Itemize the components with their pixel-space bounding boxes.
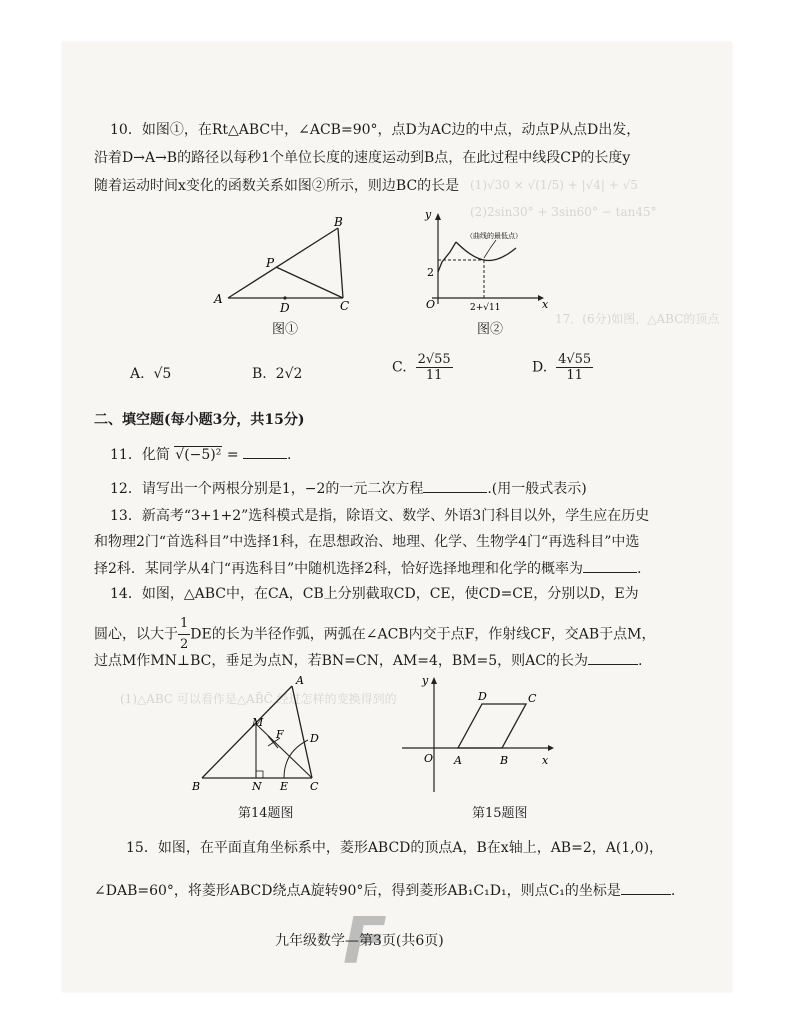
section-title: 二、填空题(每小题3分，共15分) — [94, 412, 305, 428]
q15-point-b-label: B — [500, 754, 509, 767]
option-a-value: √5 — [153, 366, 172, 382]
fig2-y-value-label: 2 — [427, 266, 434, 279]
q15-origin-label: O — [424, 752, 434, 765]
q14-point-f-label: F — [276, 728, 284, 741]
q13-answer-blank[interactable] — [583, 558, 637, 573]
q13-line1: 13．新高考“3+1+2”选科模式是指，除语文、数学、外语3门科目以外，学生应在历史 — [110, 508, 650, 524]
q14-figure-label: 第14题图 — [238, 806, 294, 821]
q14-half-fraction — [178, 614, 190, 655]
bleed-through-text: (2)2sin30° + 3sin60° − tan45° — [470, 205, 657, 219]
q14-answer-blank[interactable] — [588, 650, 638, 665]
option-d[interactable] — [532, 352, 593, 383]
q12-text: 12．请写出一个两根分别是1，−2的一元二次方程 — [110, 481, 424, 497]
q14-line3-text: 过点M作MN⊥BC，垂足为点N，若BN=CN，AM=4，BM=5，则AC的长为 — [94, 653, 588, 669]
q15-end: . — [670, 883, 676, 899]
fig2-note-label: （曲线的最低点） — [466, 232, 522, 240]
q15-point-a-label: A — [454, 754, 462, 767]
bleed-through-text: (1)△ABC 可以看作是△AB̄C̄ 经过怎样的变换得到的 — [120, 692, 397, 706]
option-c-numerator: 2√55 — [417, 352, 451, 367]
q11-end: . — [287, 447, 292, 463]
option-d-label: D. — [532, 359, 548, 376]
q12 — [110, 478, 587, 499]
q14-point-d-label: D — [310, 732, 319, 745]
option-c-denominator: 11 — [425, 368, 443, 383]
q14-line2 — [94, 614, 655, 655]
q11-prefix: 11．化简 — [110, 447, 170, 463]
q15-answer-blank[interactable] — [621, 880, 671, 895]
option-a-label: A. — [130, 366, 145, 382]
q15-line2-text: ∠DAB=60°，将菱形ABCD绕点A旋转90°后，得到菱形AB₁C₁D₁，则点C₁的坐标是 — [94, 883, 621, 899]
fig2-origin-label: O — [426, 298, 436, 311]
q13-line2: 和物理2门“首选科目”中选择1科，在思想政治、地理、化学、生物学4门“再选科目”中选 — [94, 534, 640, 550]
q15-line2 — [94, 880, 675, 901]
q15-figure — [398, 674, 558, 794]
q10-figure-2-label: 图② — [477, 322, 504, 337]
watermark-logo: F — [343, 905, 387, 979]
q15-y-axis-label: y — [422, 674, 429, 687]
option-d-fraction — [556, 352, 593, 383]
q10-figure-2 — [420, 208, 550, 318]
q14-end: . — [638, 653, 643, 669]
fig2-y-axis-label: y — [425, 208, 432, 221]
option-d-denominator: 11 — [566, 368, 583, 383]
point-d-label: D — [280, 301, 290, 315]
q11 — [110, 444, 291, 465]
q14-point-e-label: E — [280, 780, 289, 793]
option-a[interactable] — [130, 366, 171, 382]
q10-line3: 随着运动时间x变化的函数关系如图②所示，则边BC的长是 — [94, 178, 460, 194]
q14-line2-suffix: DE的长为半径作弧，两弧在∠ACB内交于点F，作射线CF，交AB于点M， — [190, 626, 656, 643]
q15-point-d-label: D — [478, 690, 487, 703]
bleed-through-text: (1)√30 × √(1/5) + |√4| + √5 — [470, 178, 638, 192]
q10-line1: 10．如图①，在Rt△ABC中，∠ACB=90°，点D为AC边的中点，动点P从点D出发， — [110, 122, 641, 138]
q11-equals: = — [226, 447, 239, 463]
q14-figure — [188, 674, 338, 794]
fig2-x-axis-label: x — [542, 298, 549, 311]
q13-end: . — [637, 561, 642, 577]
q10-line2: 沿着D→A→B的路径以每秒1个单位长度的速度运动到B点，在此过程中线段CP的长度y — [94, 150, 631, 166]
q12-answer-blank[interactable] — [423, 478, 487, 493]
point-b-label: B — [334, 215, 343, 229]
q14-half-denominator: 2 — [180, 637, 189, 652]
page-footer: 九年级数学—第3页(共6页) — [275, 933, 444, 949]
option-d-numerator: 4√55 — [558, 352, 592, 367]
q14-point-m-label: M — [252, 716, 264, 729]
q12-end: .(用一般式表示) — [487, 481, 587, 497]
point-c-label: C — [340, 299, 350, 313]
q15-figure-label: 第15题图 — [472, 806, 528, 821]
point-p-label: P — [266, 256, 275, 270]
q10-figure-1 — [200, 210, 370, 320]
q13-line3 — [94, 558, 642, 579]
q14-line2-prefix: 圆心，以大于 — [94, 626, 178, 643]
option-b-label: B. — [252, 366, 267, 382]
q14-line3 — [94, 650, 642, 671]
q14-half-numerator: 1 — [178, 614, 190, 635]
q10-figure-1-label: 图① — [272, 322, 299, 337]
q13-line3-text: 择2科．某同学从4门“再选科目”中随机选择2科，恰好选择地理和化学的概率为 — [94, 561, 584, 577]
option-c[interactable] — [392, 352, 453, 383]
option-b-value: 2√2 — [275, 366, 303, 382]
q15-x-axis-label: x — [542, 754, 549, 767]
q14-point-c-label: C — [310, 780, 319, 793]
q11-answer-blank[interactable] — [243, 444, 287, 459]
q14-line1: 14．如图，△ABC中，在CA，CB上分别截取CD，CE，使CD=CE，分别以D，E为 — [110, 586, 639, 602]
q11-expression: √(−5)² — [175, 447, 222, 463]
q15-point-c-label: C — [528, 692, 537, 705]
q14-point-b-label: B — [192, 780, 201, 793]
q15-line1: 15．如图，在平面直角坐标系中，菱形ABCD的顶点A，B在x轴上，AB=2，A(1,0)， — [126, 840, 664, 856]
q14-point-n-label: N — [252, 780, 262, 793]
fig2-x-value-label: 2+√11 — [470, 303, 501, 313]
point-a-label: A — [214, 292, 223, 306]
option-c-label: C. — [392, 359, 407, 376]
option-c-fraction — [416, 352, 453, 383]
q14-point-a-label: A — [296, 674, 304, 687]
option-b[interactable] — [252, 366, 302, 382]
bleed-through-text: 17．(6分)如图，△ABC的顶点 — [555, 312, 720, 326]
